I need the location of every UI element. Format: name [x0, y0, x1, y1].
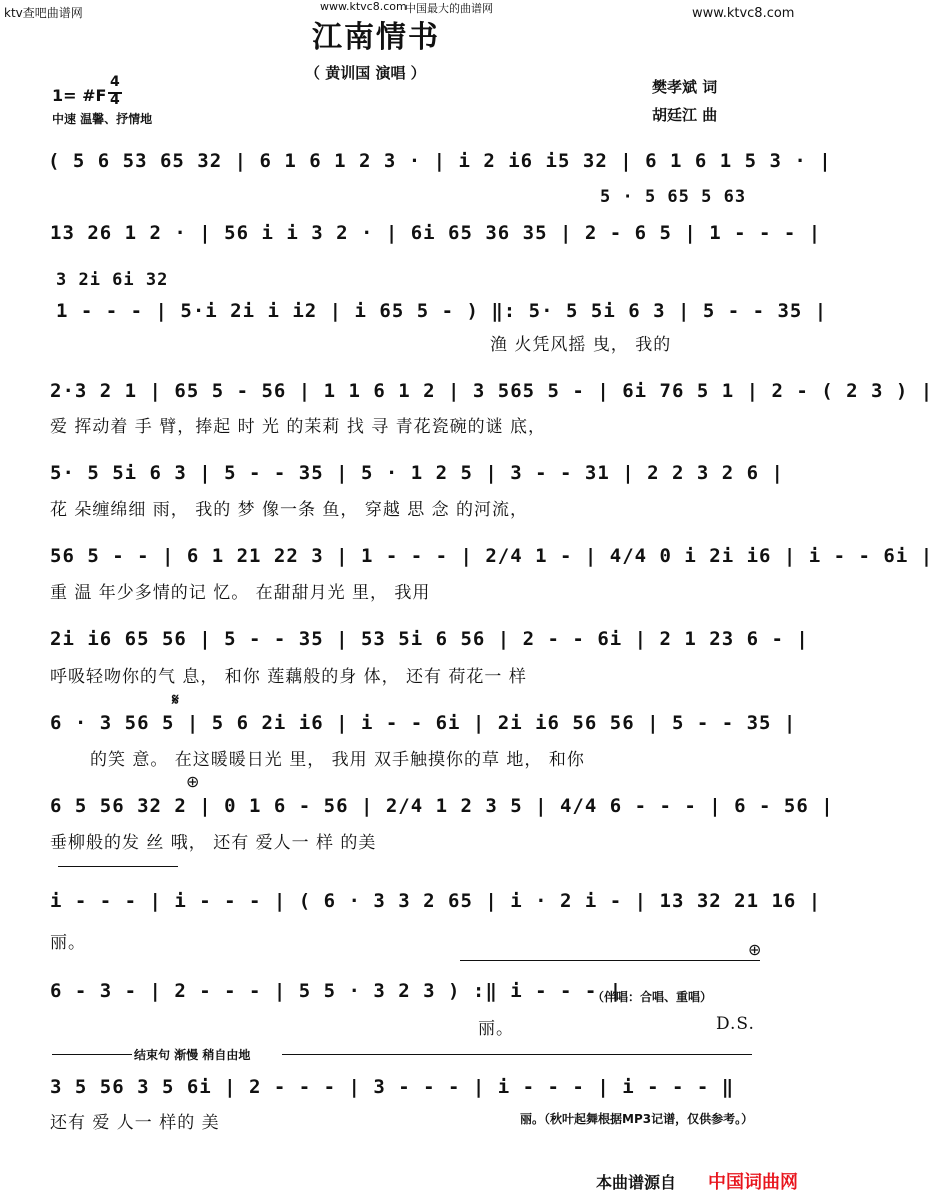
score-row-7: 2i i6 65 56 | 5 - - 35 | 53 5i 6 56 | 2 - - 6i | 2 1 23 6 - | [50, 628, 809, 650]
score-row-1-upper-voice: 5 · 5 65 5 63 [600, 187, 747, 207]
watermark-right: www.ktvc8.com [692, 6, 795, 21]
backing-vocal-note: （伴唱：合唱、重唱） [592, 990, 713, 1004]
score-row-11: 6 - 3 - | 2 - - - | 5 5 · 3 2 3 ) :‖ i - - - | [50, 980, 623, 1002]
lyric-row-12: 还有 爱 人一 样的 美 [50, 1113, 220, 1133]
score-row-3: 1 - - - | 5·i 2i i i2 | i 65 5 - ) ‖: 5· 5 5i 6 3 | 5 - - 35 | [56, 300, 828, 322]
song-title: 江南情书 [312, 20, 440, 55]
score-row-6: 56 5 - - | 6 1 21 22 3 | 1 - - - | 2/4 1 - | 4/4 0 i 2i i6 | i - - 6i | [50, 545, 933, 567]
second-ending-line [460, 960, 760, 961]
score-row-3-upper-voice: 3 2i 6i 32 [56, 270, 169, 290]
score-row-1: ( 5 6 53 65 32 | 6 1 6 1 2 3 · | i 2 i6 i5 32 | 6 1 6 1 5 3 · | [48, 150, 832, 172]
watermark-center-cn: 中国最大的曲谱网 [405, 2, 493, 15]
lyric-row-10: 丽。 [50, 933, 86, 953]
lyricist-credit: 樊孝斌 词 [652, 78, 718, 96]
lyric-row-6: 重 温 年少多情的记 忆。 在甜甜月光 里， 我用 [50, 583, 431, 603]
score-row-4: 2·3 2 1 | 65 5 - 56 | 1 1 6 1 2 | 3 565 5 - | 6i 76 5 1 | 2 - ( 2 3 ) | [50, 380, 933, 402]
tempo-marking: 中速 温馨、抒情地 [52, 112, 153, 126]
ending-dash-right [282, 1054, 752, 1055]
footer-brand: 中国词曲网 [708, 1172, 798, 1193]
transcription-note: 丽。（秋叶起舞根据MP3记谱，仅供参考。） [520, 1112, 754, 1126]
ending-label: 结束句 渐慢 稍自由地 [134, 1048, 251, 1062]
singer-credit: （ 黄训国 演唱 ） [305, 64, 426, 82]
ds-marking: D.S. [716, 1014, 755, 1034]
volta-line [58, 866, 178, 867]
watermark-center-url: www.ktvc8.com [320, 0, 407, 13]
key-signature: 1= #F [52, 86, 107, 105]
lyric-row-4: 爱 挥动着 手 臂，捧起 时 光 的茉莉 找 寻 青花瓷碗的谜 底， [50, 417, 547, 437]
lyric-row-5: 花 朵缠绵细 雨， 我的 梦 像一条 鱼， 穿越 思 念 的河流， [50, 500, 529, 520]
lyric-row-3: 渔 火凭风摇 曳， 我的 [490, 335, 672, 355]
lyric-row-9: 垂柳般的发 丝 哦， 还有 爱人一 样 的美 [50, 833, 377, 853]
watermark-left: ktv查吧曲谱网 [4, 6, 83, 20]
footer-source: 本曲谱源自 [596, 1173, 677, 1192]
score-row-12: 3 5 56 3 5 6i | 2 - - - | 3 - - - | i - - - | i - - - ‖ [50, 1076, 735, 1098]
segno-sign: 𝄋 [172, 690, 179, 709]
lyric-row-7: 呼吸轻吻你的气 息， 和你 莲藕般的身 体， 还有 荷花一 样 [50, 667, 527, 687]
score-row-10: i - - - | i - - - | ( 6 · 3 3 2 65 | i · 2 i - | 13 32 21 16 | [50, 890, 822, 912]
ending-dash-left [52, 1054, 132, 1055]
coda-sign: ⊕ [186, 772, 200, 791]
time-signature-bottom: 4 [110, 92, 120, 108]
score-row-2: 13 26 1 2 · | 56 i i 3 2 · | 6i 65 36 35 | 2 - 6 5 | 1 - - - | [50, 222, 822, 244]
lyric-row-8: 的笑 意。 在这暖暖日光 里， 我用 双手触摸你的草 地， 和你 [90, 750, 585, 770]
time-signature-top: 4 [110, 74, 120, 90]
score-row-5: 5· 5 5i 6 3 | 5 - - 35 | 5 · 1 2 5 | 3 - - 31 | 2 2 3 2 6 | [50, 462, 784, 484]
lyric-row-11: 丽。 [478, 1019, 514, 1039]
score-row-8: 6 · 3 56 5 | 5 6 2i i6 | i - - 6i | 2i i6 56 56 | 5 - - 35 | [50, 712, 797, 734]
score-row-9: 6 5 56 32 2 | 0 1 6 - 56 | 2/4 1 2 3 5 | 4/4 6 - - - | 6 - 56 | [50, 795, 834, 817]
coda-sign-2: ⊕ [748, 940, 762, 959]
composer-credit: 胡廷江 曲 [652, 106, 718, 124]
